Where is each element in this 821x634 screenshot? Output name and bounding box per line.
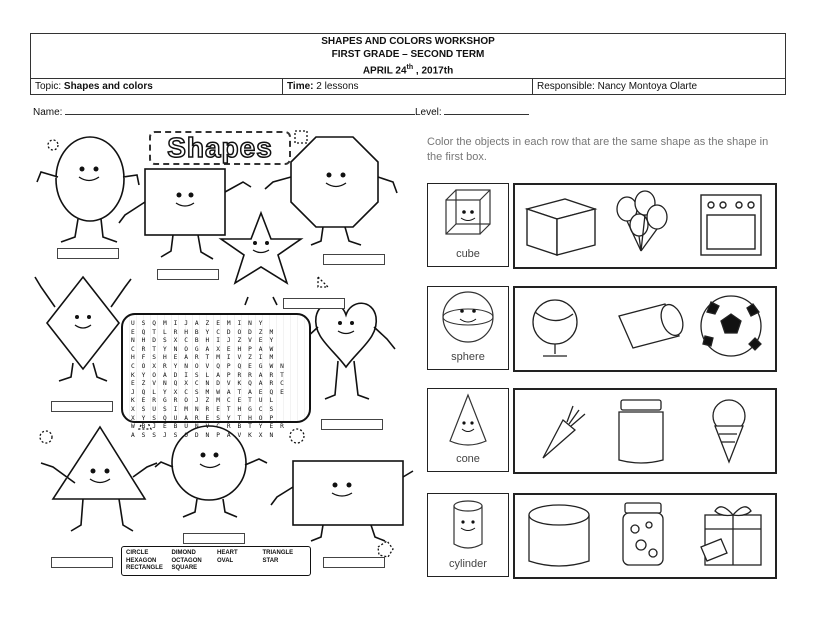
- time-cell: Time: 2 lessons: [283, 79, 533, 94]
- soccer-ball-icon: [701, 296, 761, 356]
- marshmallow-icon: [529, 505, 589, 566]
- shape-row-cylinder: [427, 493, 775, 577]
- word-search-row: E Q T L R H B Y C D O D Z M: [131, 328, 275, 336]
- gift-box-icon: [701, 507, 761, 565]
- word-search-row: J Q L Y X C S M W A T A E Q E: [131, 388, 286, 396]
- word: OCTAGON: [171, 557, 202, 564]
- objects-box: [513, 388, 777, 474]
- header-table: [30, 33, 786, 95]
- sphere-icon: [428, 287, 508, 349]
- first-box: [427, 183, 509, 267]
- cube-icon: [428, 184, 508, 254]
- word: HEXAGON: [126, 557, 157, 564]
- objects-box: [513, 286, 777, 372]
- word: HEART: [217, 550, 238, 556]
- word-search-row: C O X R Y N O V Q P Q E G W N: [131, 362, 286, 370]
- level-field: Level:: [415, 107, 529, 118]
- responsible-cell: Responsible: Nancy Montoya Olarte: [537, 81, 698, 93]
- title-date: APRIL 24th , 2017th: [362, 64, 454, 77]
- box-icon: [527, 199, 595, 255]
- shape-row-cone: [427, 388, 775, 472]
- instructions: Color the objects in each row that are the same shape as the shape in the first box.: [427, 136, 769, 163]
- word-search-row: X S U S I M N R E T H G C S: [131, 405, 275, 413]
- word-search-row: E Z V N Q X C N D V K Q A R C: [131, 380, 286, 388]
- word-search-row: U S Q M I J A Z E M I N Y: [131, 320, 265, 327]
- title-line2: FIRST GRADE – SECOND TERM: [331, 49, 485, 60]
- answer-box: [157, 269, 219, 280]
- header-info-row: [31, 78, 785, 94]
- shape-label: cone: [456, 453, 480, 465]
- shape-row-cube: [427, 183, 775, 267]
- word: SQUARE: [171, 565, 198, 572]
- word: STAR: [262, 557, 279, 564]
- word: CIRCLE: [126, 550, 149, 556]
- topic-cell: Topic: Shapes and colors: [31, 79, 283, 94]
- shape-label: cube: [456, 248, 480, 260]
- word-list: [121, 546, 311, 576]
- first-box: [427, 493, 509, 577]
- balloons-icon: [617, 191, 667, 251]
- answer-box: [51, 401, 113, 412]
- cylinder-icon: [428, 494, 508, 556]
- word-search-row: W B J E B U N V C R B T Y E R: [131, 423, 286, 431]
- answer-box: [321, 419, 383, 430]
- answer-box: [51, 557, 113, 568]
- jar-icon: [619, 400, 663, 463]
- answer-box: [283, 298, 345, 309]
- word: RECTANGLE: [126, 565, 163, 572]
- word-search-row: K Y O A D I S L A P R R A R T: [131, 371, 286, 379]
- title-line1: SHAPES AND COLORS WORKSHOP: [321, 36, 495, 47]
- objects-box: [513, 183, 777, 269]
- oven-icon: [701, 195, 761, 255]
- word-search-row: N H D S X C B H I J Z V E Y: [131, 337, 275, 345]
- word-search-row: A S S J S O D N P A V K X N: [131, 431, 275, 439]
- name-field: Name:: [33, 107, 415, 118]
- header-title: [31, 34, 785, 78]
- word-search-row: C R T Y N O G A X E H P A W: [131, 345, 275, 353]
- word: DIMOND: [171, 550, 196, 556]
- ice-cream-icon: [713, 400, 745, 462]
- globe-icon: [533, 300, 577, 356]
- word-search-row: H F S H E A R T M I V Z I M: [131, 354, 275, 362]
- word-search-row: K E R G R O J Z M C E T U L: [131, 397, 275, 405]
- word-search-grid: [121, 313, 311, 439]
- word: OVAL: [217, 557, 234, 564]
- shapes-title: Shapes: [149, 131, 291, 165]
- carrot-icon: [543, 406, 585, 458]
- answer-box: [323, 254, 385, 265]
- first-box: [427, 286, 509, 370]
- answer-box: [57, 248, 119, 259]
- word-search-row: X Y S Q U A R E S Y T H O P: [131, 414, 275, 422]
- log-icon: [619, 302, 687, 348]
- first-box: [427, 388, 509, 472]
- answer-box: [323, 557, 385, 568]
- answer-box: [183, 533, 245, 544]
- candy-jar-icon: [623, 503, 663, 565]
- shape-label: sphere: [451, 351, 485, 363]
- cone-icon: [428, 389, 508, 451]
- shapes-worksheet: [33, 127, 413, 587]
- shape-row-sphere: [427, 286, 775, 370]
- shape-label: cylinder: [449, 558, 487, 570]
- word: TRIANGLE: [262, 550, 294, 556]
- objects-box: [513, 493, 777, 579]
